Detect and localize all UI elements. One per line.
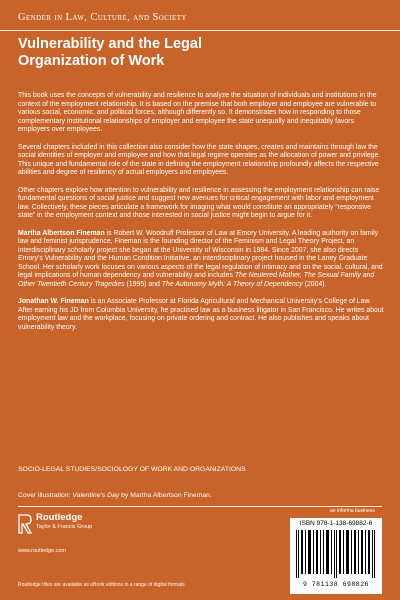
publisher-website[interactable]: www.routledge.com <box>18 548 66 554</box>
author-name-1: Martha Albertson Fineman <box>18 229 105 237</box>
cover-prefix: Cover illustration: <box>18 492 73 499</box>
bio1-text-3: (2004). <box>302 281 327 289</box>
blurb-paragraph-3: Other chapters explore how attention to vulnerability and resilience in assessing the employment relationship can raise fundamental questions of social justice and suggest new avenues for critical engagement with labor and employment law. Collectively, these pieces articulate a framework for imaging what would constitute an appropriately “responsive state” in the employment context and those interested in social justice might begin to argue for it. <box>18 186 380 220</box>
bio1-text: is Robert W. Woodruff Professor of Law at Emory University. A leading authority on family law and feminist jurisprudence, Fineman is the founding director of the Feminism and Legal Theory Project, an interdisciplinary scholarly project she began at the University of Wisconsin in 1984. Since 2007, she also directs Emory’s Vulnerability and the Human Condition Initiative, an interdisciplinary project housed in the Laney Graduate School. Her scholarly work focuses on various aspects of the legal regulation of intimacy and on the social, cultural, and legal implications of human dependency and vulnerability and includes <box>18 229 383 280</box>
bottom-divider <box>18 506 382 507</box>
author-name-2: Jonathan W. Fineman <box>18 298 89 306</box>
blurb-paragraph-1: This book uses the concepts of vulnerability and resilience to analyze the situation of individuals and institutions in the context of the employment relationship. It is based on the premise that both employer and employee are vulnerable to various social, economic, and political forces, although differently so. It demonstrates how in responding to those complementary institutional relationships of employer and employee the state unequally and inequitably favors employers over employees. <box>18 92 377 134</box>
cover-illustration-credit <box>18 492 212 499</box>
top-divider <box>0 30 400 31</box>
blurb <box>18 92 384 341</box>
barcode-icon <box>296 530 376 578</box>
series-name: Gender in Law, Culture, and Society <box>18 12 187 23</box>
informa-tagline: an informa business <box>330 508 375 514</box>
title-line-2: Organization of Work <box>18 53 165 69</box>
publisher-group: Taylor & Francis Group <box>36 524 93 530</box>
cover-work: Valentine’s Day <box>72 492 120 499</box>
publisher-name: Routledge <box>36 512 83 523</box>
book-title-2: The Autonomy Myth: A Theory of Dependency <box>161 281 303 289</box>
author-bio-1 <box>18 230 384 290</box>
book-title <box>18 36 378 70</box>
cover-suffix: by Martha Albertson Fineman. <box>119 492 212 499</box>
barcode-box <box>290 518 382 594</box>
routledge-logo-icon <box>18 514 32 534</box>
book-title-1: The Neutered Mother, The Sexual Family and Other Twentieth Century Tragedies <box>18 272 375 289</box>
bio2-text: is an Associate Professor at Florida Agricultural and Mechanical University’s College of Law. After earning his JD from Columbia University, he practised law as a business litigator in San Francisco. He writes about employment law and the workplace, focusing on private ordering and contract. He also publishes and speaks about vulnerability theory. <box>18 298 384 332</box>
ebook-note: Routledge titles are available as eBook editions in a range of digital formats <box>18 582 185 588</box>
blurb-paragraph-2: Several chapters included in this collection also consider how the state shapes, creates and maintains through law the social identities of employer and employee and how that legal regime operates as the allocation of power and privilege. This unique and fundamental role of the state in defining the employment relationship profoundly affects the respective abilities and degree of resiliency of actual employers and employees. <box>18 143 381 177</box>
isbn-text: ISBN 978-1-138-69882-6 <box>299 520 373 527</box>
title-line-1: Vulnerability and the Legal <box>18 36 202 52</box>
barcode-number: 9 781138 698826 <box>302 581 369 588</box>
author-bio-2 <box>18 298 384 332</box>
subject-category: SOCIO-LEGAL STUDIES/SOCIOLOGY OF WORK AND ORGANIZATIONS <box>18 466 246 473</box>
bio1-text-2: (1995) and <box>124 281 162 289</box>
